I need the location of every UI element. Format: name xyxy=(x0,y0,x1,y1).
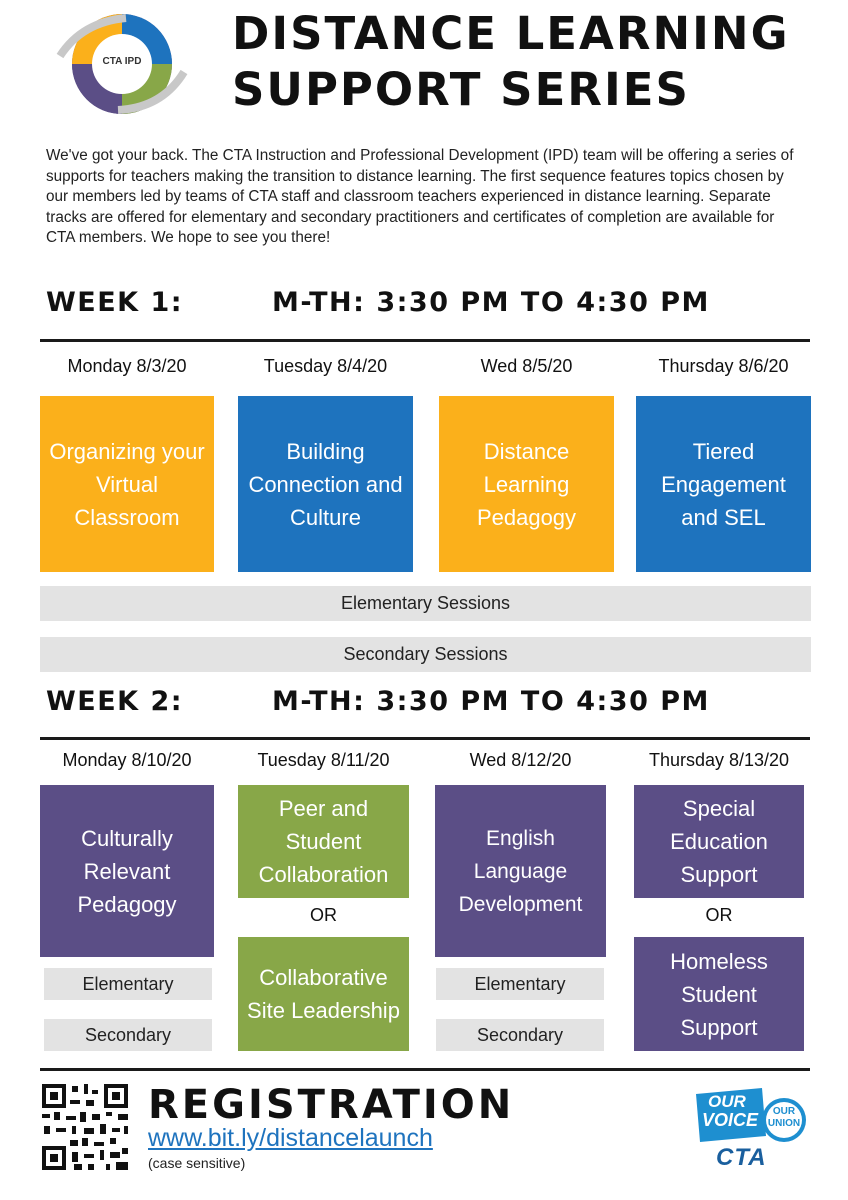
session-organizing-virtual-classroom[interactable]: Organizing your Virtual Classroom xyxy=(40,396,214,572)
page-title xyxy=(232,6,832,118)
track-elementary-sessions[interactable]: Elementary Sessions xyxy=(40,586,811,621)
registration-heading: REGISTRATION xyxy=(148,1082,515,1128)
logo-text: CTA IPD xyxy=(102,56,142,67)
intro-paragraph: We've got your back. The CTA Instruction and Professional Development (IPD) team will be offering a series of supports for teachers making the transition to distance learning. The first sequence features topics chosen by our members led by teams of CTA staff and classroom teachers experienced in distance learning. Separate tracks are offered for elementary and secondary practitioners and certificates of completion are available for CTA members. We hope to see you there! xyxy=(46,147,794,246)
badge-cta: CTA xyxy=(716,1144,767,1171)
week2-divider xyxy=(40,737,810,740)
thursday-or-label: OR xyxy=(705,905,733,925)
session-homeless-student-support[interactable]: Homeless Student Support xyxy=(634,937,804,1051)
week1-divider xyxy=(40,339,810,342)
week2-day-mon: Monday 8/10/20 xyxy=(62,750,192,770)
cta-our-voice-badge xyxy=(690,1084,810,1176)
session-peer-student-collaboration[interactable]: Peer and Student Collaboration xyxy=(238,785,409,898)
session-culturally-relevant-pedagogy[interactable]: Culturally Relevant Pedagogy xyxy=(40,785,214,957)
track-secondary-sessions[interactable]: Secondary Sessions xyxy=(40,637,811,672)
title-line-2: SUPPORT SERIES xyxy=(232,63,690,116)
title-line-1: DISTANCE LEARNING xyxy=(232,7,790,60)
badge-our-1: OUR xyxy=(708,1092,746,1111)
badge-voice: VOICE xyxy=(702,1110,759,1130)
session-tiered-engagement[interactable]: Tiered Engagement and SEL xyxy=(636,396,811,572)
week2-day-wed: Wed 8/12/20 xyxy=(469,750,572,770)
week2-time: M-TH: 3:30 PM TO 4:30 PM xyxy=(272,686,710,717)
week1-day-wed: Wed 8/5/20 xyxy=(480,356,573,376)
tuesday-or-label: OR xyxy=(310,905,337,925)
qr-code-icon xyxy=(40,1082,130,1172)
session-building-connection[interactable]: Building Connection and Culture xyxy=(238,396,413,572)
qr-code[interactable] xyxy=(40,1082,130,1172)
monday-track-elementary[interactable]: Elementary xyxy=(44,968,212,1000)
week2-label: WEEK 2: xyxy=(46,686,184,717)
registration-link[interactable]: www.bit.ly/distancelaunch xyxy=(148,1124,433,1152)
week1-label: WEEK 1: xyxy=(46,287,184,318)
badge-union: UNION xyxy=(767,1118,801,1129)
badge-our-2: OUR xyxy=(772,1106,796,1117)
wednesday-track-secondary[interactable]: Secondary xyxy=(436,1019,604,1051)
session-special-education-support[interactable]: Special Education Support xyxy=(634,785,804,898)
week1-day-tue: Tuesday 8/4/20 xyxy=(263,356,388,376)
ipd-logo xyxy=(52,8,192,120)
monday-track-secondary[interactable]: Secondary xyxy=(44,1019,212,1051)
session-collaborative-site-leadership[interactable]: Collaborative Site Leadership xyxy=(238,937,409,1051)
wednesday-track-elementary[interactable]: Elementary xyxy=(436,968,604,1000)
session-distance-learning-pedagogy[interactable]: Distance Learning Pedagogy xyxy=(439,396,614,572)
week2-day-tue: Tuesday 8/11/20 xyxy=(257,750,390,770)
week1-day-thu: Thursday 8/6/20 xyxy=(658,356,789,376)
week2-day-thu: Thursday 8/13/20 xyxy=(648,750,790,770)
week1-day-mon: Monday 8/3/20 xyxy=(67,356,187,376)
week1-time: M-TH: 3:30 PM TO 4:30 PM xyxy=(272,287,710,318)
session-english-language-development[interactable]: English Language Development xyxy=(435,785,606,957)
case-sensitive-note: (case sensitive) xyxy=(148,1155,246,1171)
footer-divider xyxy=(40,1068,810,1071)
